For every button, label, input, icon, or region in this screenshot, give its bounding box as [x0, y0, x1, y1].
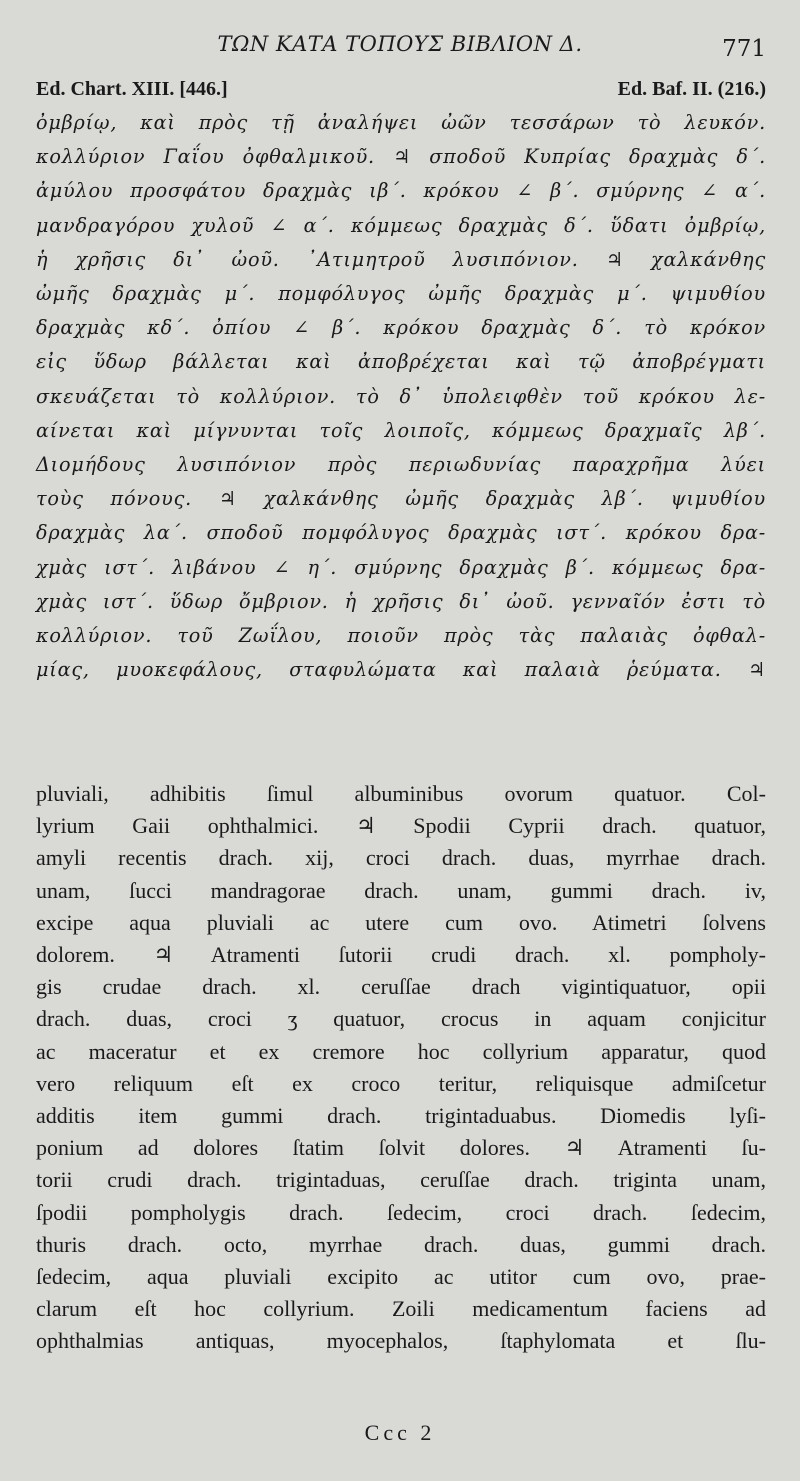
greek-line: σκευάζεται τὸ κολλύριον. τὸ δ᾿ ὑπολειφθὲν τοῦ κρόκου λε- [36, 384, 766, 408]
latin-line: excipe aqua pluviali ac utere cum ovo. Atimetri ſolvens [36, 909, 766, 935]
latin-line: amyli recentis drach. xij, croci drach. duas, myrrhae drach. [36, 845, 766, 871]
greek-line: Διομήδους λυσιπόνιον πρὸς περιωδυνίας παραχρῆμα λύει [36, 453, 766, 477]
latin-line: torii crudi drach. trigintaduas, ceruſſae drach. triginta unam, [36, 1167, 766, 1193]
greek-line: εἰς ὕδωρ βάλλεται καὶ ἀποβρέχεται καὶ τῷ ἀποβρέγματι [36, 350, 766, 374]
running-title: ΤΩΝ ΚΑΤΑ ΤΟΠΟΥΣ ΒΙΒΛΙΟΝ Δ. [217, 32, 583, 56]
latin-line: ſpodii pompholygis drach. ſedecim, croci drach. ſedecim, [36, 1199, 766, 1225]
greek-line: μίας, μυοκεφάλους, σταφυλώματα καὶ παλαιὰ ῥεύματα. ♃ [36, 658, 766, 682]
edition-basel: Ed. Baf. II. (216.) [617, 78, 766, 100]
latin-line: lyrium Gaii ophthalmici. ♃ Spodii Cyprii drach. quatuor, [36, 813, 766, 839]
edition-references [36, 78, 766, 106]
greek-line: ἡ χρῆσις δι᾿ ὠοῦ. ᾿Ατιμητροῦ λυσιπόνιον. ♃ χαλκάνθης [36, 247, 766, 271]
latin-line: unam, ſucci mandragorae drach. unam, gummi drach. iv, [36, 877, 766, 903]
greek-line: τοὺς πόνους. ♃ χαλκάνθης ὠμῆς δραχμὰς λβ΄. ψιμυθίου [36, 487, 766, 511]
latin-line: vero reliquum eſt ex croco teritur, reliquisque admiſcetur [36, 1070, 766, 1096]
greek-text [36, 106, 766, 687]
greek-line: κολλύριον Γαΐου ὀφθαλμικοῦ. ♃ σποδοῦ Κυπρίας δραχμὰς δ΄. [36, 145, 766, 169]
greek-line: αίνεται καὶ μίγνυνται τοῖς λοιποῖς, κόμμεως δραχμαῖς λβ΄. [36, 418, 766, 442]
greek-line: δραχμὰς λα΄. σποδοῦ πομφόλυγος δραχμὰς ιστ΄. κρόκου δρα- [36, 521, 766, 545]
latin-line: ac maceratur et ex cremore hoc collyrium apparatur, quod [36, 1038, 766, 1064]
latin-line: additis item gummi drach. trigintaduabus. Diomedis lyſi- [36, 1103, 766, 1129]
greek-line: δραχμὰς κδ΄. ὀπίου ∠ β΄. κρόκου δραχμὰς δ΄. τὸ κρόκον [36, 316, 766, 340]
latin-line: pluviali, adhibitis ſimul albuminibus ovorum quatuor. Col- [36, 781, 766, 806]
greek-line: μανδραγόρου χυλοῦ ∠ α΄. κόμμεως δραχμὰς δ΄. ὕδατι ὀμβρίῳ, [36, 213, 766, 237]
latin-line: gis crudae drach. xl. ceruſſae drach vigintiquatuor, opii [36, 974, 766, 1000]
greek-line: χμὰς ιστ΄. ὕδωρ ὄμβριον. ἡ χρῆσις δι᾿ ὠοῦ. γενναῖόν ἐστι τὸ [36, 589, 766, 613]
greek-line: κολλύριον. τοῦ Ζωΐλου, ποιοῦν πρὸς τὰς παλαιὰς ὀφθαλ- [36, 624, 766, 648]
edition-chartier: Ed. Chart. XIII. [446.] [36, 78, 228, 100]
latin-line: ophthalmias antiquas, myocephalos, ſtaphylomata et ſlu- [36, 1328, 766, 1354]
greek-line: ὠμῆς δραχμὰς μ΄. πομφόλυγος ὠμῆς δραχμὰς μ΄. ψιμυθίου [36, 282, 766, 306]
greek-line: ἀμύλου προσφάτου δραχμὰς ιβ΄. κρόκου ∠ β΄. σμύρνης ∠ α΄. [36, 179, 766, 203]
latin-line: drach. duas, croci ʒ quatuor, crocus in aquam conjicitur [36, 1006, 766, 1032]
greek-line: ὀμβρίῳ, καὶ πρὸς τῇ ἀναλήψει ὠῶν τεσσάρων τὸ λευκόν. [36, 111, 766, 134]
latin-line: clarum eſt hoc collyrium. Zoili medicamentum faciens ad [36, 1296, 766, 1322]
latin-line: ponium ad dolores ſtatim ſolvit dolores. ♃ Atramenti ſu- [36, 1135, 766, 1161]
latin-line: thuris drach. octo, myrrhae drach. duas, gummi drach. [36, 1231, 766, 1257]
page-number: 771 [722, 36, 766, 62]
latin-translation [36, 778, 766, 1358]
latin-line: ſedecim, aqua pluviali excipito ac utitor cum ovo, prae- [36, 1264, 766, 1290]
signature-mark: Ccc 2 [364, 1420, 436, 1445]
latin-line: dolorem. ♃ Atramenti ſutorii crudi drach. xl. pompholy- [36, 942, 766, 968]
running-head [0, 26, 800, 62]
greek-line: χμὰς ιστ΄. λιβάνου ∠ η΄. σμύρνης δραχμὰς β΄. κόμμεως δρα- [36, 555, 766, 579]
